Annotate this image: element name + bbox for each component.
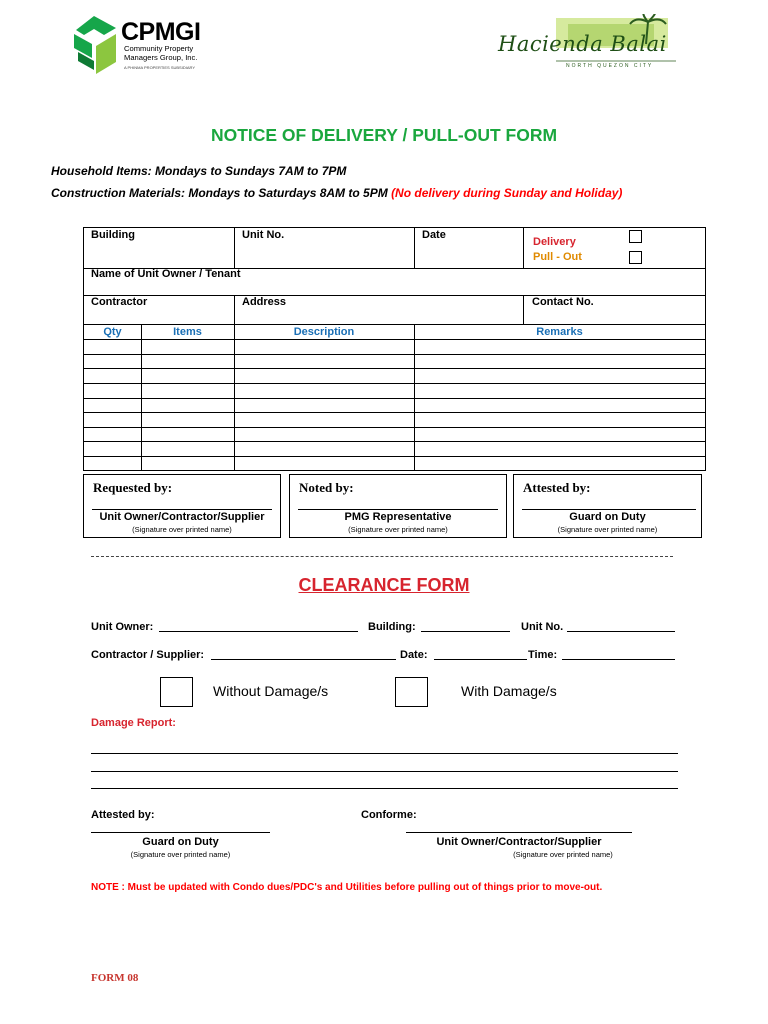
guard-signature-line[interactable]: [91, 832, 270, 833]
damage-report-label: Damage Report:: [91, 717, 176, 729]
move-out-note: NOTE : Must be updated with Condo dues/PDC's and Utilities before pulling out of things prior to move-out.: [91, 882, 603, 893]
noted-by-label: Noted by:: [299, 480, 354, 495]
with-damage-label: With Damage/s: [461, 683, 557, 699]
clearance-unit-no-label: Unit No.: [521, 621, 564, 633]
delivery-checkbox[interactable]: [629, 230, 642, 243]
contractor-label: Contractor: [91, 296, 148, 308]
attested-by-box: [513, 474, 702, 538]
clearance-building-field[interactable]: [421, 631, 510, 632]
guard-sig-note: (Signature over printed name): [130, 850, 231, 859]
clearance-form-title: CLEARANCE FORM: [298, 575, 470, 595]
date-label: Date: [422, 229, 446, 241]
col-header-qty: Qty: [103, 326, 122, 338]
hacienda-balai-location: NORTH QUEZON CITY: [566, 63, 654, 69]
delivery-label: Delivery: [533, 236, 576, 248]
requested-sig-note: (Signature over printed name): [132, 525, 232, 534]
household-schedule: Household Items: Mondays to Sundays 7AM to 7PM: [51, 164, 347, 178]
owner-role: Unit Owner/Contractor/Supplier: [436, 836, 602, 848]
col-header-remarks: Remarks: [536, 326, 583, 338]
unit-owner-field[interactable]: [159, 631, 358, 632]
address-label: Address: [242, 296, 287, 308]
page-title: NOTICE OF DELIVERY / PULL-OUT FORM: [210, 125, 558, 145]
owner-signature-line[interactable]: [406, 832, 632, 833]
attested-by-label: Attested by:: [523, 480, 591, 495]
clearance-building-label: Building:: [368, 621, 416, 633]
noted-sig-note: (Signature over printed name): [348, 525, 448, 534]
damage-report-line-1[interactable]: [91, 753, 678, 754]
damage-report-line-2[interactable]: [91, 771, 678, 772]
clearance-unit-no-field[interactable]: [567, 631, 675, 632]
contact-no-label: Contact No.: [532, 296, 594, 308]
clearance-time-field[interactable]: [562, 659, 675, 660]
requested-by-box: [83, 474, 281, 538]
building-label: Building: [91, 229, 135, 241]
guard-on-duty-role: Guard on Duty: [142, 836, 219, 848]
damage-report-line-3[interactable]: [91, 788, 678, 789]
cpmgi-logo-text: CPMGI: [121, 18, 201, 46]
cpmgi-tagline: A PHINMA PROPERTIES SUBSIDIARY: [124, 65, 195, 70]
clearance-date-label: Date:: [400, 649, 428, 661]
col-header-description: Description: [293, 326, 355, 338]
attested-signature-line[interactable]: [522, 509, 696, 510]
form-number: FORM 08: [91, 972, 139, 984]
requested-role: Unit Owner/Contractor/Supplier: [99, 511, 265, 523]
contractor-supplier-field[interactable]: [211, 659, 396, 660]
clearance-date-field[interactable]: [434, 659, 527, 660]
construction-schedule-text: Construction Materials: Mondays to Saturdays 8AM to 5PM: [51, 186, 388, 200]
cpmgi-subtitle: Community Property Managers Group, Inc.: [124, 44, 198, 62]
unit-no-label: Unit No.: [242, 229, 285, 241]
attested-sig-note: (Signature over printed name): [557, 525, 658, 534]
clearance-time-label: Time:: [528, 649, 558, 661]
with-damage-checkbox[interactable]: [395, 677, 428, 707]
hacienda-balai-name: Hacienda Balai: [498, 32, 667, 56]
pull-out-label: Pull - Out: [533, 251, 582, 263]
attested-role: Guard on Duty: [569, 511, 646, 523]
delivery-form-table: [83, 227, 706, 471]
owner-tenant-label: Name of Unit Owner / Tenant: [91, 268, 241, 280]
noted-by-box: [289, 474, 507, 538]
requested-by-label: Requested by:: [93, 480, 173, 495]
construction-schedule-note: (No delivery during Sunday and Holiday): [391, 186, 623, 200]
unit-owner-label: Unit Owner:: [91, 621, 154, 633]
col-header-items: Items: [173, 326, 202, 338]
noted-signature-line[interactable]: [298, 509, 498, 510]
without-damage-checkbox[interactable]: [160, 677, 193, 707]
owner-sig-note: (Signature over printed name): [513, 850, 613, 859]
without-damage-label: Without Damage/s: [213, 683, 329, 699]
contractor-supplier-label: Contractor / Supplier:: [91, 649, 205, 661]
conforme-label: Conforme:: [361, 809, 417, 821]
requested-signature-line[interactable]: [92, 509, 272, 510]
noted-role: PMG Representative: [344, 511, 452, 523]
construction-schedule: [51, 186, 622, 200]
pull-out-checkbox[interactable]: [629, 251, 642, 264]
cut-line-divider: [91, 556, 673, 557]
clearance-attested-by-label: Attested by:: [91, 809, 155, 821]
